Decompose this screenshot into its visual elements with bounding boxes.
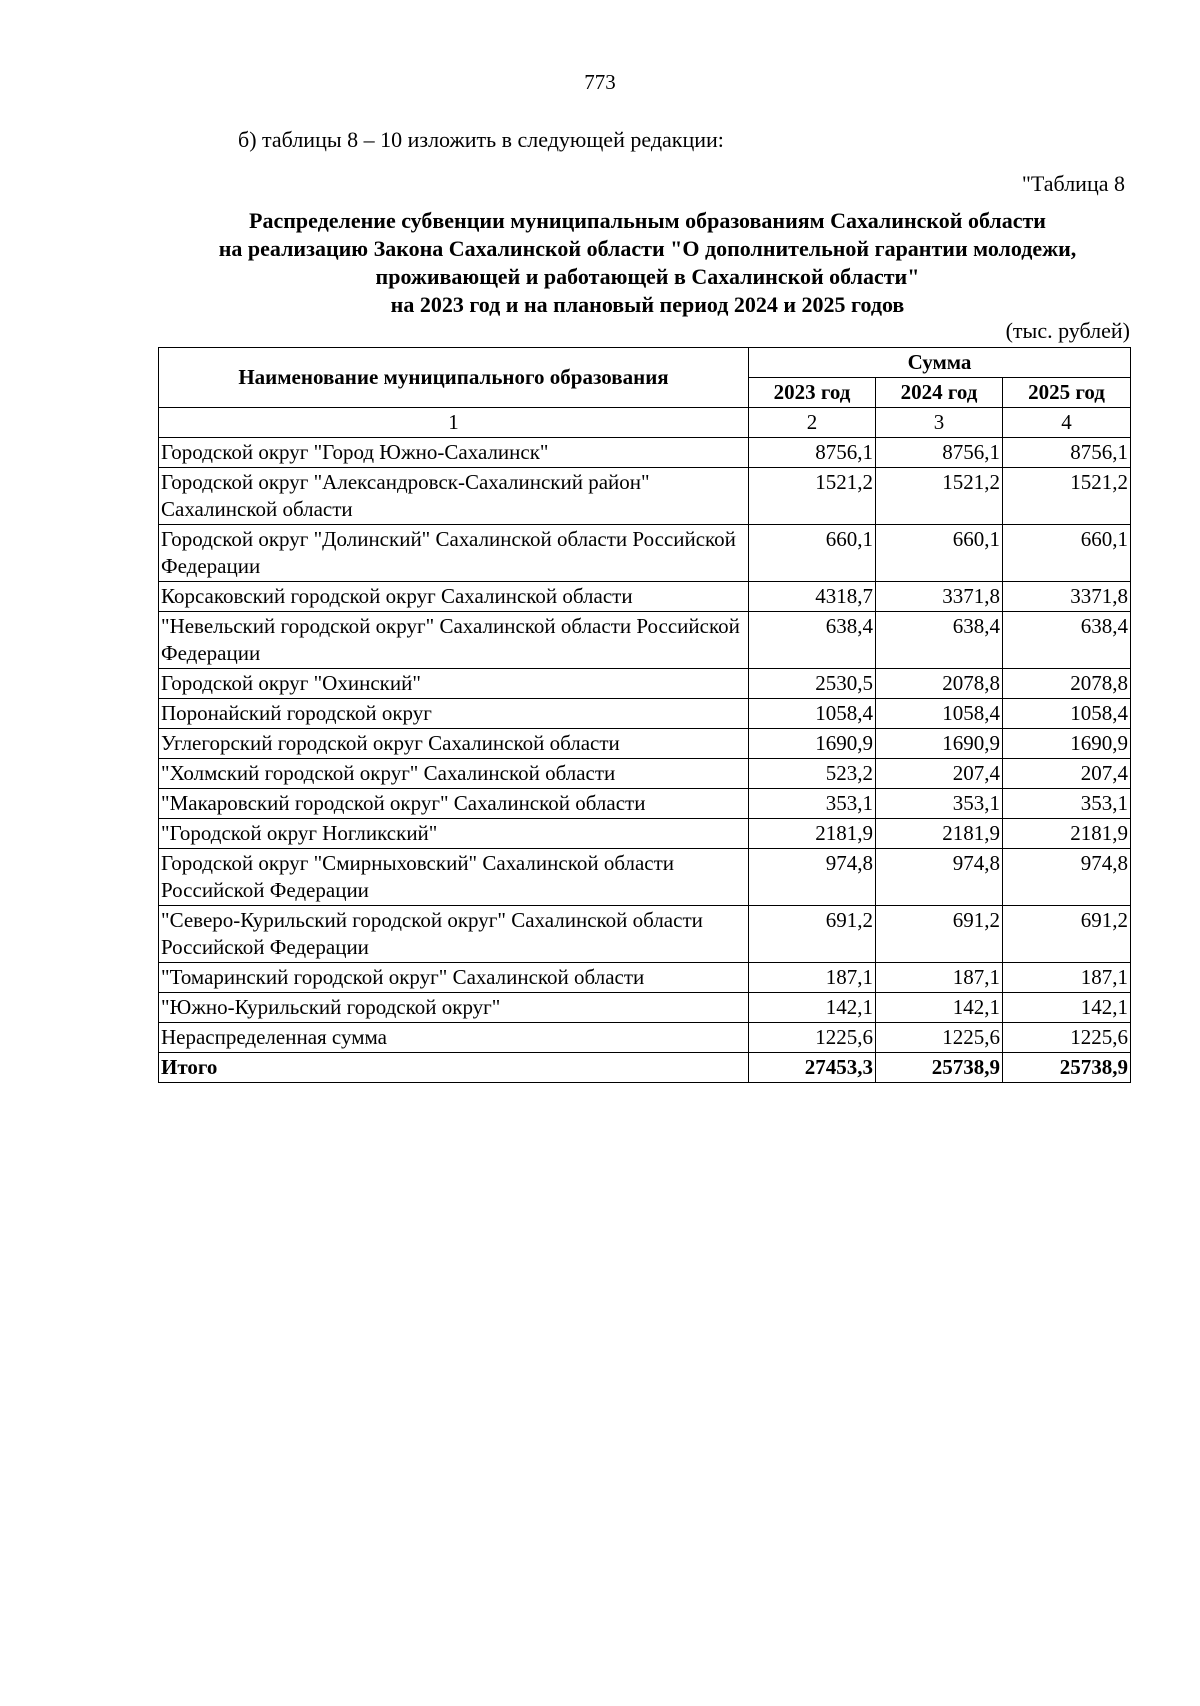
table-row [159,759,1131,789]
title-line: на 2023 год и на плановый период 2024 и 2025 годов [390,292,905,317]
page-number: 773 [584,70,616,94]
value-2023-cell: 1225,6 [749,1023,876,1053]
header-name: Наименование муниципального образования [159,348,749,408]
value-2024-cell: 691,2 [876,906,1003,963]
value-2025-cell: 187,1 [1003,963,1131,993]
value-2025-cell: 974,8 [1003,849,1131,906]
value-2025-cell: 1225,6 [1003,1023,1131,1053]
value-2024-cell: 207,4 [876,759,1003,789]
column-number: 2 [749,408,876,438]
value-2023-cell: 523,2 [749,759,876,789]
value-2025-cell: 3371,8 [1003,582,1131,612]
value-2024-cell: 1058,4 [876,699,1003,729]
table-label: "Таблица 8 [1021,171,1125,196]
value-2023-cell: 2181,9 [749,819,876,849]
value-2024-cell: 25738,9 [876,1053,1003,1083]
total-row [159,1053,1131,1083]
column-number: 1 [159,408,749,438]
table-row [159,612,1131,669]
value-2023-cell: 660,1 [749,525,876,582]
value-2025-cell: 660,1 [1003,525,1131,582]
value-2023-cell: 1690,9 [749,729,876,759]
table-row [159,438,1131,468]
value-2024-cell: 2181,9 [876,819,1003,849]
value-2023-cell: 8756,1 [749,438,876,468]
table-row [159,525,1131,582]
column-number-row [159,408,1131,438]
table-row [159,993,1131,1023]
header-year-2023: 2023 год [749,378,876,408]
value-2023-cell: 187,1 [749,963,876,993]
value-2024-cell: 3371,8 [876,582,1003,612]
title-line: проживающей и работающей в Сахалинской области" [375,264,920,289]
table-title [120,207,1175,319]
value-2025-cell: 1690,9 [1003,729,1131,759]
header-sum: Сумма [749,348,1131,378]
value-2023-cell: 691,2 [749,906,876,963]
value-2025-cell: 2078,8 [1003,669,1131,699]
table-row [159,1023,1131,1053]
value-2023-cell: 638,4 [749,612,876,669]
table-row [159,582,1131,612]
value-2025-cell: 638,4 [1003,612,1131,669]
municipality-name-cell: Городской округ "Александровск-Сахалинский район" Сахалинской области [159,468,749,525]
value-2024-cell: 660,1 [876,525,1003,582]
header-row [159,348,1131,378]
value-2024-cell: 638,4 [876,612,1003,669]
table-row [159,849,1131,906]
value-2024-cell: 1225,6 [876,1023,1003,1053]
municipality-name-cell: Городской округ "Смирныховский" Сахалинской области Российской Федерации [159,849,749,906]
value-2024-cell: 353,1 [876,789,1003,819]
value-2024-cell: 142,1 [876,993,1003,1023]
value-2024-cell: 1521,2 [876,468,1003,525]
value-2025-cell: 25738,9 [1003,1053,1131,1083]
value-2025-cell: 353,1 [1003,789,1131,819]
value-2023-cell: 2530,5 [749,669,876,699]
table-row [159,906,1131,963]
header-year-2024: 2024 год [876,378,1003,408]
value-2025-cell: 1521,2 [1003,468,1131,525]
title-line: на реализацию Закона Сахалинской области "О дополнительной гарантии молодежи, [218,236,1077,261]
value-2023-cell: 353,1 [749,789,876,819]
value-2023-cell: 1058,4 [749,699,876,729]
value-2025-cell: 8756,1 [1003,438,1131,468]
value-2023-cell: 142,1 [749,993,876,1023]
table-row [159,729,1131,759]
municipality-name-cell: "Южно-Курильский городской округ" [159,993,749,1023]
table-row [159,699,1131,729]
intro-text: б) таблицы 8 – 10 изложить в следующей редакции: [238,127,724,152]
municipality-name-cell: "Холмский городской округ" Сахалинской области [159,759,749,789]
municipality-name-cell: Городской округ "Долинский" Сахалинской области Российской Федерации [159,525,749,582]
subsidy-table [158,347,1131,1083]
value-2025-cell: 2181,9 [1003,819,1131,849]
value-2025-cell: 207,4 [1003,759,1131,789]
value-2023-cell: 974,8 [749,849,876,906]
table-body [159,438,1131,1083]
value-2024-cell: 974,8 [876,849,1003,906]
municipality-name-cell: "Томаринский городской округ" Сахалинской области [159,963,749,993]
municipality-name-cell: Углегорский городской округ Сахалинской области [159,729,749,759]
municipality-name-cell: "Северо-Курильский городской округ" Сахалинской области Российской Федерации [159,906,749,963]
units-label: (тыс. рублей) [1005,318,1130,343]
municipality-name-cell: "Макаровский городской округ" Сахалинской области [159,789,749,819]
title-line: Распределение субвенции муниципальным образованиям Сахалинской области [249,208,1046,233]
value-2023-cell: 27453,3 [749,1053,876,1083]
table-row [159,468,1131,525]
municipality-name-cell: Корсаковский городской округ Сахалинской области [159,582,749,612]
municipality-name-cell: "Невельский городской округ" Сахалинской области Российской Федерации [159,612,749,669]
table-row [159,789,1131,819]
value-2023-cell: 1521,2 [749,468,876,525]
value-2024-cell: 8756,1 [876,438,1003,468]
value-2023-cell: 4318,7 [749,582,876,612]
table-row [159,819,1131,849]
municipality-name-cell: Итого [159,1053,749,1083]
value-2025-cell: 1058,4 [1003,699,1131,729]
column-number: 3 [876,408,1003,438]
value-2024-cell: 1690,9 [876,729,1003,759]
table-row [159,963,1131,993]
municipality-name-cell: Городской округ "Охинский" [159,669,749,699]
value-2025-cell: 691,2 [1003,906,1131,963]
municipality-name-cell: Поронайский городской округ [159,699,749,729]
column-number: 4 [1003,408,1131,438]
table-row [159,669,1131,699]
value-2025-cell: 142,1 [1003,993,1131,1023]
header-year-2025: 2025 год [1003,378,1131,408]
municipality-name-cell: Городской округ "Город Южно-Сахалинск" [159,438,749,468]
value-2024-cell: 187,1 [876,963,1003,993]
municipality-name-cell: Нераспределенная сумма [159,1023,749,1053]
value-2024-cell: 2078,8 [876,669,1003,699]
municipality-name-cell: "Городской округ Ногликский" [159,819,749,849]
